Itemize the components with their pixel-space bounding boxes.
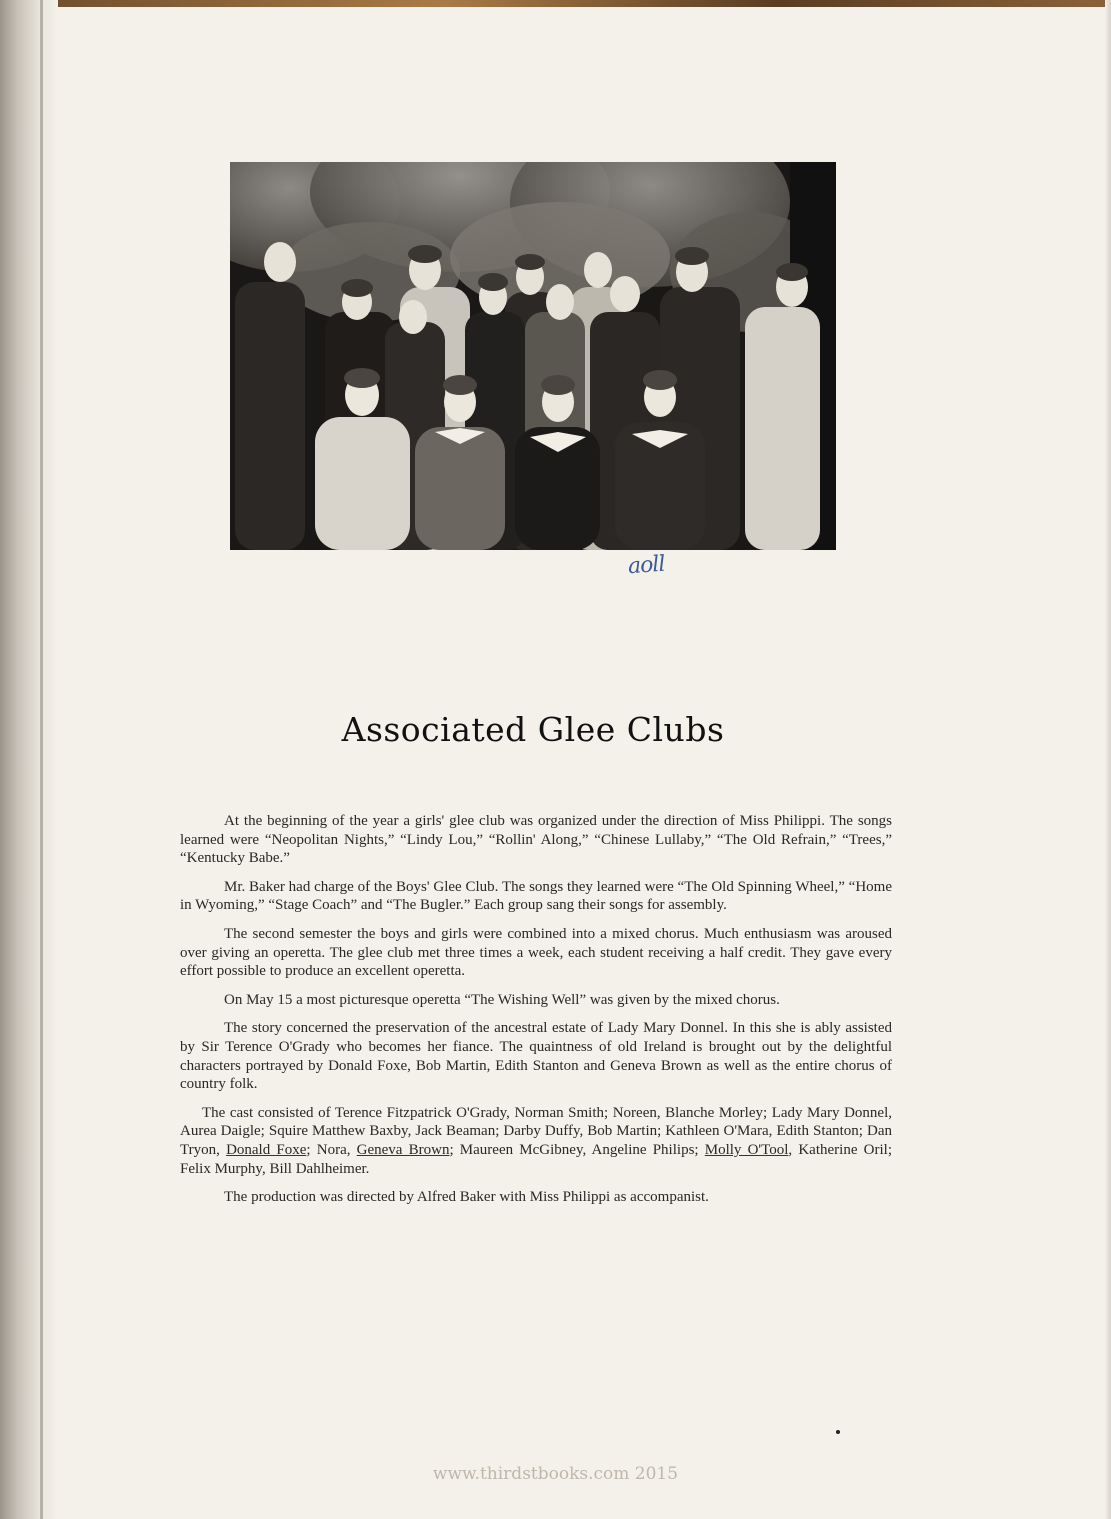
cast-text: ; Maureen McGibney, Angeline Philips;	[449, 1141, 705, 1158]
paragraph: The second semester the boys and girls were combined into a mixed chorus. Much enthusiasm was aroused over giving an operetta. The glee club met three times a week, each student receiving a half credit. They gave every effort possible to produce an excellent operetta.	[180, 925, 892, 980]
handwritten-annotation: aoll	[627, 551, 666, 580]
group-photo	[230, 162, 836, 550]
underlined-name: Molly O'Tool	[704, 1141, 789, 1158]
paragraph: At the beginning of the year a girls' glee club was organized under the direction of Miss Philippi. The songs learned were “Neopolitan Nights,” “Lindy Lou,” “Rollin' Along,” “Chinese Lullaby,” “The Old Refrain,” “Trees,” “Kentucky Babe.”	[180, 813, 892, 867]
paragraph: On May 15 a most picturesque operetta “The Wishing Well” was given by the mixed chorus.	[224, 991, 780, 1008]
cast-text: ; Nora,	[306, 1141, 357, 1158]
cast-text: The cast consisted of Terence Fitzpatrick O'Grady, Norman Smith; Noreen, Blanche Morley; Lady Mary Donnel, Aurea Daigle; Squire Matthew Baxby, Jack Beaman; Darby Duffy, Bob Martin; Kathleen O'Mara, Edith Stanton; Dan Tryon,	[180, 1104, 892, 1158]
cast-text: , Katherine Oril; Felix Murphy, Bill Dahlheimer.	[180, 1141, 892, 1177]
paragraph: The production was directed by Alfred Baker with Miss Philippi as accompanist.	[224, 1189, 709, 1206]
book-spine-shadow	[0, 0, 58, 1519]
underlined-name: Geneva Brown	[356, 1141, 450, 1158]
page-top-edge	[0, 0, 1111, 7]
group-photo-illustration	[230, 162, 836, 550]
page-right-edge	[1105, 0, 1111, 1519]
watermark-footer: www.thirdstbooks.com 2015	[432, 1464, 679, 1484]
underlined-name: Donald Foxe	[226, 1141, 307, 1158]
paragraph: Mr. Baker had charge of the Boys' Glee Club. The songs they learned were “The Old Spinning Wheel,” “Home in Wyoming,” “Stage Coach” and “The Bugler.” Each group sang their songs for assembly.	[180, 878, 892, 914]
paragraph: The story concerned the preservation of the ancestral estate of Lady Mary Donnel. In this she is ably assisted by Sir Terence O'Grady who becomes her fiance. The quaintness of old Ireland is brought out by the delightful characters portrayed by Donald Foxe, Bob Martin, Edith Stanton and Geneva Brown as well as the entire chorus of country folk.	[180, 1020, 892, 1093]
spine-crease	[40, 0, 43, 1519]
ink-dot	[836, 1430, 840, 1434]
article-body	[180, 812, 892, 1217]
page-title: Associated Glee Clubs	[341, 710, 725, 749]
cast-paragraph	[180, 1104, 892, 1178]
